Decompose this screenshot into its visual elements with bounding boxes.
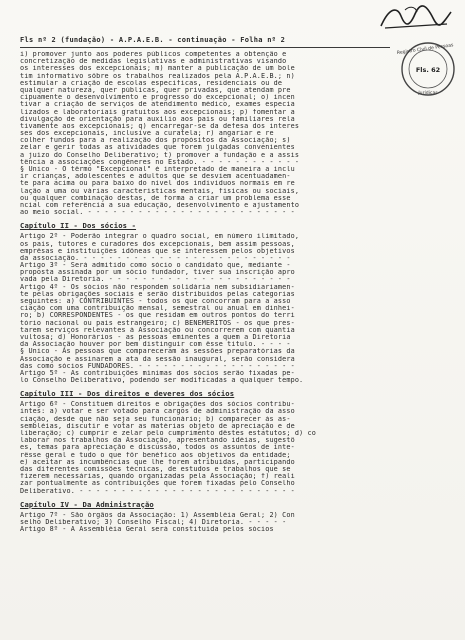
page-header: Fls nº 2 (fundação) - A.P.A.E.B. - continuação - Folha nº 2 [20, 36, 286, 44]
text-line: sembléias, discutir e votar as matérias objeto de apreciação e de [20, 422, 295, 430]
chapter-heading: Capítulo III - Dos direitos e deveres dos sócios [20, 389, 235, 399]
text-line: das como sócios FUNDADORES. - - - - - - - - - - - - - - - - - - - [20, 362, 295, 370]
text-line: zar pontualmente as contribuições que forem fixadas pelo Conselho [20, 480, 295, 488]
text-line: ciação, desde que não seja seu funcionário; b) comparecer às as- [20, 415, 291, 423]
document-body [20, 36, 440, 636]
text-line: vultosa; d) Honorários - as pessoas eminentes a quem a Diretoria [20, 333, 291, 341]
chapter-heading: Capítulo IV - Da Administração [20, 499, 154, 509]
text-block [20, 512, 440, 534]
chapter-heading: Capítulo II - Dos sócios - [20, 221, 137, 231]
text-line: lizados e laboratoriais gratuitos aos excepcionais; p) fomentar a [20, 108, 295, 116]
text-line: zelar e gerir todas as atividades que forem julgadas convenientes [20, 144, 295, 152]
text-line: tivar a criação de serviços de atendimento médico, exames especia [20, 101, 295, 109]
text-line: os pais, tutores e curadores dos excepcionais, bem assim pessoas, [20, 240, 295, 248]
text-line: ciação com uma contribuição mensal, semestral ou anual em dinhei- [20, 305, 295, 313]
text-line: ir crianças, adolescentes e adultos que se desviem acentuadamen- [20, 173, 291, 181]
text-line: cipuamente o desenvolvimento e progresso do excepcional; o) incen [20, 94, 295, 102]
text-line: ncial com referência a sua educação, desenvolvimento e ajustamento [20, 201, 300, 209]
text-line: divulgação de orientação para auxílio aos pais ou familiares rela [20, 115, 295, 123]
text-block [20, 401, 440, 494]
text-line: tim informativo sôbre os trabalhos realizados pela A.P.A.E.B.; n) [20, 72, 295, 80]
text-line: proposta assinada por um sócio fundador, tiver sua inscrição apro [20, 269, 295, 277]
text-line: tório nacional ou país estrangeiro; c) BENEMÉRITOS - os que pres- [20, 319, 295, 327]
text-line: lação a uma ou várias características mentais, físicas ou sociais, [20, 187, 300, 195]
text-line: emprêsas e instituições idôneas que se interessem pelos objetivos [20, 247, 295, 255]
text-line: te pelas obrigações sociais e serão distribuídos pelas categorias [20, 290, 295, 298]
text-line: laborar nos trabalhos da Associação, apresentando idéias, sugestõ [20, 437, 295, 445]
text-line: te para acima ou para baixo do nível dos indivíduos normais em re [20, 180, 295, 188]
text-line: a juízo do Conselho Deliberativo; t) promover a fundação e a assis [20, 151, 300, 159]
text-line: vada pela Diretoria. - - - - - - - - - - - - - - - - - - - - - - [20, 276, 291, 284]
text-line: tivamente aos excepcionais; q) encarregar-se da defesa dos interes [20, 122, 300, 130]
text-line: rêsse geral e tudo o que fôr benéfico aos objetivos da entidade; [20, 451, 291, 459]
text-line: da associação. - - - - - - - - - - - - - - - - - - - - - - - - - [20, 254, 291, 262]
text-line: Artigo 8º - A Assembléia Geral será constituída pelos sócios [20, 526, 274, 534]
handwritten-signature [375, 2, 455, 34]
text-line: i) promover junto aos poderes públicos competentes a obtenção e [20, 51, 287, 58]
text-line: da Associação houver por bem distinguir com êsse título. - - - - [20, 341, 291, 349]
text-line: tência a associações congêneres no Estado. - - - - - - - - - - - - [20, 158, 300, 166]
text-line: Artigo 3º - Será admitido como sócio o candidato que, mediante - [20, 262, 291, 270]
text-line: Deliberativo. - - - - - - - - - - - - - - - - - - - - - - - - - - [20, 487, 295, 495]
document-paragraphs [20, 51, 440, 533]
text-line: os interesses dos excepcionais; m) manter a publicação de um bole [20, 65, 295, 73]
svg-text:Fls. 62: Fls. 62 [415, 66, 441, 74]
text-line: ses dos excepcionais, inclusive a curatela; r) angariar e re [20, 130, 274, 138]
text-line: qualquer natureza, quer públicas, quer privadas, que atendam pre [20, 86, 291, 94]
text-line: tarem serviços relevantes à Associação ou concorrerem com quantia [20, 326, 295, 334]
header-divider [20, 47, 390, 48]
text-line: Artigo 5º - As contribuições mínimas dos sócios serão fixadas pe- [20, 369, 295, 377]
text-block [20, 233, 440, 384]
text-line: § Único - O têrmo "Excepcional" é interpretado de maneira a inclu [20, 166, 295, 173]
text-line: ou qualquer combinação destas, de forma a criar um problema esse [20, 194, 291, 202]
text-line: colher fundos para a realização dos propósitos da Associação; s) [20, 137, 291, 145]
text-line: Associação e assinarem a ata da sessão inaugural, serão considera [20, 355, 295, 363]
text-block [20, 51, 440, 216]
text-line: lo Conselho Deliberativo, podendo ser modificadas a qualquer tempo. [20, 377, 304, 385]
text-line: Artigo 6º - Constituem direitos e obrigações dos sócios contribu- [20, 401, 295, 409]
text-line: ro; b) CORRESPONDENTES - os que residam em outros pontos do terri [20, 312, 295, 320]
text-line: es, temas para apreciação e discussão, todos os assuntos de inte- [20, 444, 295, 452]
text-line: Artigo 2º - Poderão integrar o quadro social, em número ilimitado, [20, 233, 300, 241]
text-line: estimular a criação de escolas especificas, residenciais ou de [20, 79, 283, 87]
text-line: intes: a) votar e ser votado para cargos de administração da asso [20, 408, 295, 416]
svg-text:Jurídicas: Jurídicas [418, 91, 438, 96]
text-line: liberação; c) cumprir e zelar pelo cumprimento dêstes estatutos; d) co [20, 430, 316, 437]
svg-text:Registro Civil de Pessoas: Registro Civil de Pessoas [397, 43, 454, 57]
text-line: das diferentes comissões técnicas, de estudos e trabalhos que se [20, 465, 291, 473]
text-line: ao meio social. - - - - - - - - - - - - - - - - - - - - - - - - - [20, 209, 295, 217]
text-line: § Único - As pessoas que compareceram às sessões preparatórias da [20, 348, 295, 356]
text-line: Artigo 4º - Os sócios não respondem solidária nem subsidiariamen- [20, 283, 295, 291]
text-line: selho Deliberativo; 3) Conselho Fiscal; 4) Diretoria. - - - - - [20, 518, 287, 526]
text-line: fizerem necessárias, quando organizadas pela Associação; f) reali [20, 473, 295, 481]
text-line: e) aceitar as incumbências que lhe forem atribuídas, participando [20, 458, 295, 466]
text-line: seguintes: a) CONTRIBUINTES - todos os que concorram para a asso [20, 298, 291, 305]
text-line: concretização de medidas legislativas e administrativas visando [20, 58, 287, 66]
text-line: Artigo 7º - São órgãos da Associação: 1) Assembléia Geral; 2) Con [20, 511, 295, 519]
